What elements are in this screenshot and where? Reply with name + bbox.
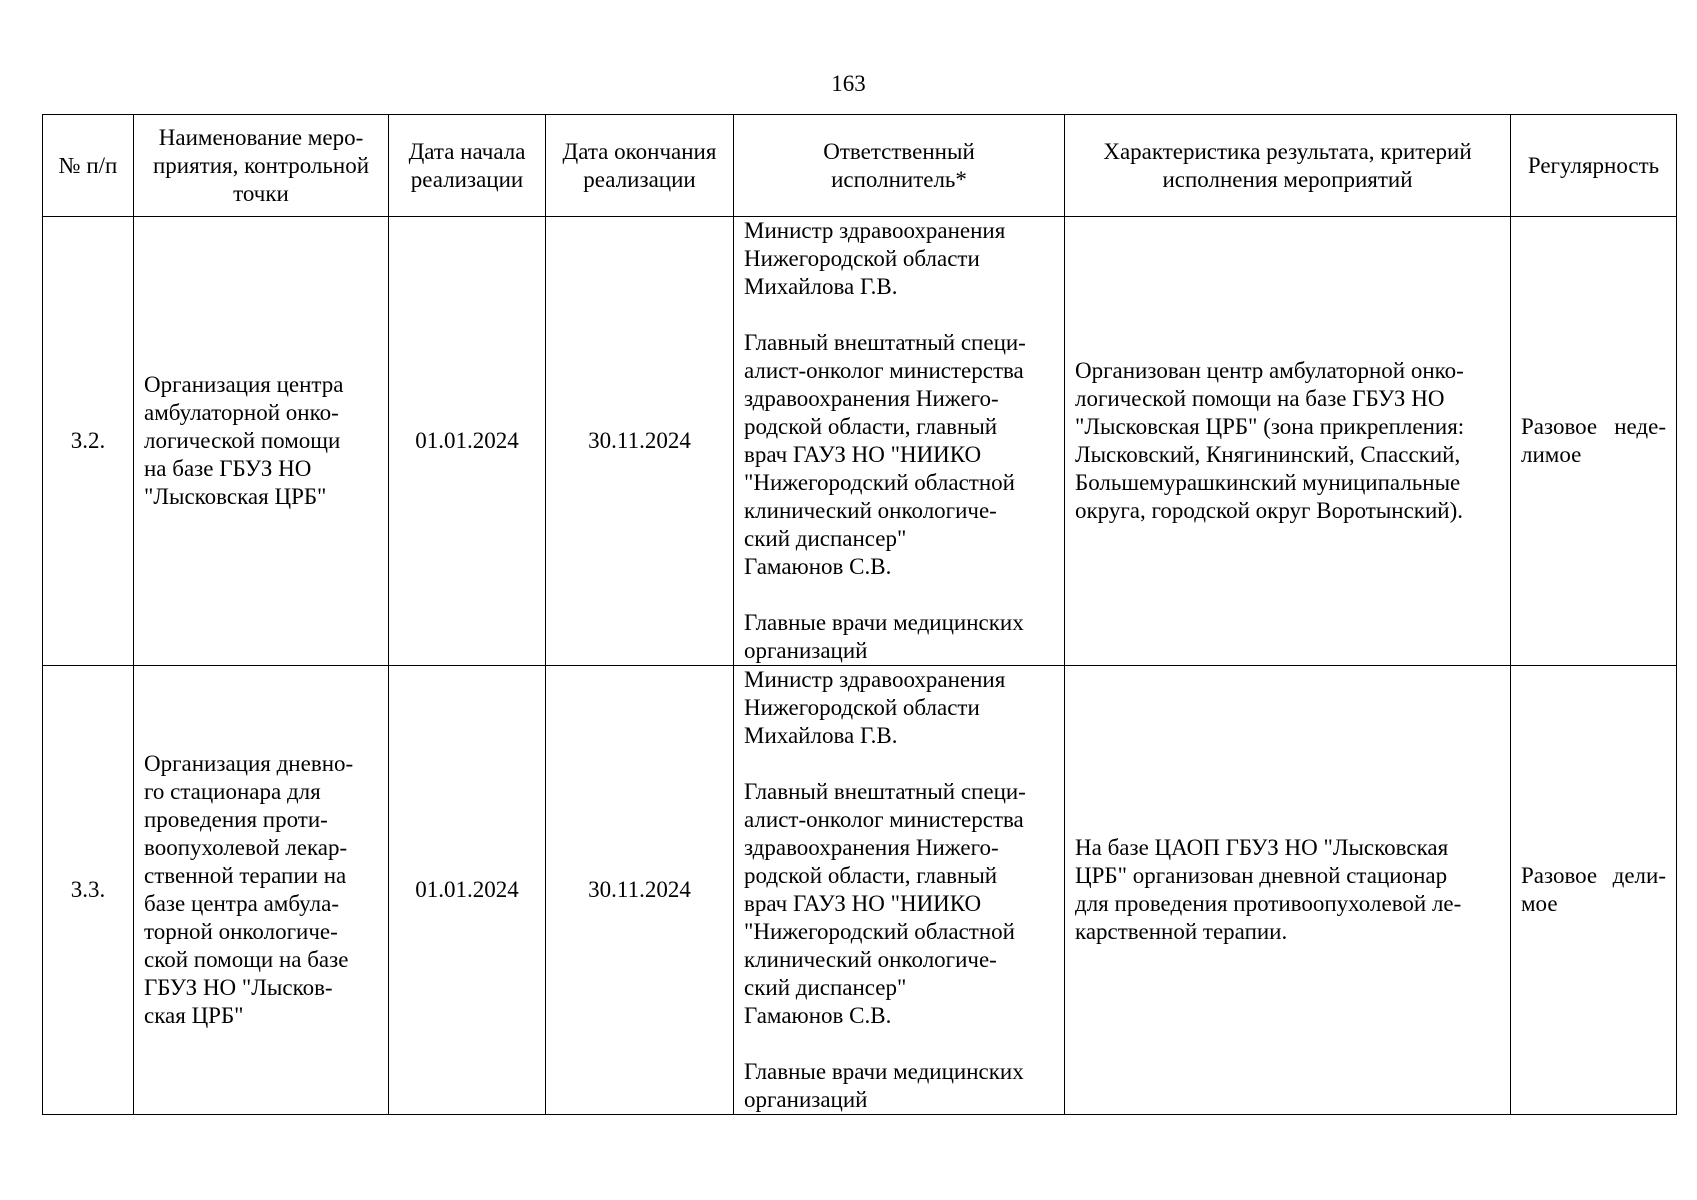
- text-line: Разовое неде-: [1521, 414, 1666, 439]
- activity-name: [134, 217, 389, 666]
- text-line: воопухолевой лекар-: [144, 835, 348, 860]
- header-regularity: [1511, 115, 1677, 217]
- header-result: [1065, 115, 1511, 217]
- text-line: Нижегородской области: [744, 246, 980, 271]
- text-line: Большемурашкинский муниципальные: [1075, 470, 1461, 495]
- text-line: торной онкологиче-: [144, 919, 338, 944]
- text-line: "Нижегородский областной: [744, 919, 1015, 944]
- end-date: 30.11.2024: [546, 217, 734, 666]
- row-number: 3.2.: [43, 217, 134, 666]
- text-line: мое: [1521, 891, 1558, 916]
- text-line: логической помощи: [144, 428, 341, 453]
- text-line: На базе ЦАОП ГБУЗ НО "Лысковская: [1075, 835, 1449, 860]
- text-line: Нижегородской области: [744, 695, 980, 720]
- text-line: Организация дневно-: [144, 751, 354, 776]
- text-line: ГБУЗ НО "Лысков-: [144, 975, 333, 1000]
- text-line: ский диспансер": [744, 526, 907, 551]
- text-line: организаций: [744, 638, 868, 663]
- text-line: алист-онколог министерства: [744, 358, 1024, 383]
- text-line: "Нижегородский областной: [744, 470, 1015, 495]
- paragraph-gap: [744, 1030, 1054, 1058]
- activity-plan-table: [42, 114, 1677, 1115]
- text-line: проведения проти-: [144, 807, 328, 832]
- header-responsible: [734, 115, 1065, 217]
- header-line: реализации: [410, 166, 524, 192]
- text-line: ский диспансер": [744, 975, 907, 1000]
- responsible-executor: [734, 666, 1065, 1115]
- text-line: округа, городской округ Воротынский).: [1075, 498, 1464, 523]
- header-line: Ответственный: [823, 138, 975, 164]
- text-line: Михайлова Г.В.: [744, 274, 898, 299]
- paragraph-gap: [744, 301, 1054, 329]
- regularity: [1511, 666, 1677, 1115]
- text-line: "Лысковская ЦРБ": [144, 484, 327, 509]
- header-line: № п/п: [58, 152, 118, 178]
- end-date: 30.11.2024: [546, 666, 734, 1115]
- text-line: Михайлова Г.В.: [744, 723, 898, 748]
- text-line: врач ГАУЗ НО "НИИКО: [744, 442, 982, 467]
- text-line: здравоохранения Нижего-: [744, 835, 999, 860]
- row-number: 3.3.: [43, 666, 134, 1115]
- header-line: Наименование меро-: [158, 124, 364, 150]
- text-line: клинический онкологиче-: [744, 947, 997, 972]
- header-name: [134, 115, 389, 217]
- header-line: приятия, контрольной: [152, 152, 370, 178]
- start-date: 01.01.2024: [389, 666, 546, 1115]
- page-number: 163: [831, 71, 866, 96]
- text-line: родской области, главный: [744, 863, 998, 888]
- header-number: [43, 115, 134, 217]
- text-line: ЦРБ" организован дневной стационар: [1075, 863, 1448, 888]
- text-line: для проведения противоопухолевой ле-: [1075, 891, 1462, 916]
- text-line: организаций: [744, 1087, 868, 1112]
- result-description: [1065, 217, 1511, 666]
- table-row: [43, 666, 1677, 1115]
- text-line: врач ГАУЗ НО "НИИКО: [744, 891, 982, 916]
- regularity: [1511, 217, 1677, 666]
- text-line: Гамаюнов С.В.: [744, 1003, 892, 1028]
- text-line: Организован центр амбулаторной онко-: [1075, 358, 1464, 383]
- header-line: Регулярность: [1527, 152, 1660, 178]
- text-line: ская ЦРБ": [144, 1003, 244, 1028]
- result-description: [1065, 666, 1511, 1115]
- header-end-date: [546, 115, 734, 217]
- responsible-executor: [734, 217, 1065, 666]
- activity-name: [134, 666, 389, 1115]
- text-line: Разовое дели-: [1521, 863, 1666, 888]
- text-line: на базе ГБУЗ НО: [144, 456, 312, 481]
- text-line: алист-онколог министерства: [744, 807, 1024, 832]
- header-line: исполнитель*: [831, 166, 967, 192]
- text-line: здравоохранения Нижего-: [744, 386, 999, 411]
- text-line: "Лысковская ЦРБ" (зона прикрепления:: [1075, 414, 1465, 439]
- header-line: точки: [233, 180, 289, 206]
- text-line: базе центра амбула-: [144, 891, 339, 916]
- text-line: логической помощи на базе ГБУЗ НО: [1075, 386, 1445, 411]
- header-line: исполнения мероприятий: [1162, 166, 1413, 192]
- paragraph-gap: [744, 750, 1054, 778]
- text-line: го стационара для: [144, 779, 321, 804]
- header-start-date: [389, 115, 546, 217]
- text-line: ственной терапии на: [144, 863, 347, 888]
- header-line: Дата начала: [408, 138, 526, 164]
- text-line: Лысковский, Княгининский, Спасский,: [1075, 442, 1461, 467]
- table-header-row: [43, 115, 1677, 217]
- text-line: ской помощи на базе: [144, 947, 349, 972]
- header-line: Дата окончания: [562, 138, 717, 164]
- text-line: Главные врачи медицинских: [744, 1059, 1024, 1084]
- paragraph-gap: [744, 581, 1054, 609]
- text-line: Министр здравоохранения: [744, 218, 1006, 243]
- text-line: Главные врачи медицинских: [744, 610, 1024, 635]
- text-line: клинический онкологиче-: [744, 498, 997, 523]
- header-line: Характеристика результата, критерий: [1103, 138, 1472, 164]
- text-line: Гамаюнов С.В.: [744, 554, 892, 579]
- text-line: Организация центра: [144, 372, 344, 397]
- text-line: родской области, главный: [744, 414, 998, 439]
- table-row: [43, 217, 1677, 666]
- text-line: лимое: [1521, 442, 1582, 467]
- header-line: реализации: [583, 166, 696, 192]
- start-date: 01.01.2024: [389, 217, 546, 666]
- text-line: Главный внештатный специ-: [744, 330, 1026, 355]
- text-line: амбулаторной онко-: [144, 400, 339, 425]
- text-line: Главный внештатный специ-: [744, 779, 1026, 804]
- text-line: карственной терапии.: [1075, 919, 1288, 944]
- text-line: Министр здравоохранения: [744, 667, 1006, 692]
